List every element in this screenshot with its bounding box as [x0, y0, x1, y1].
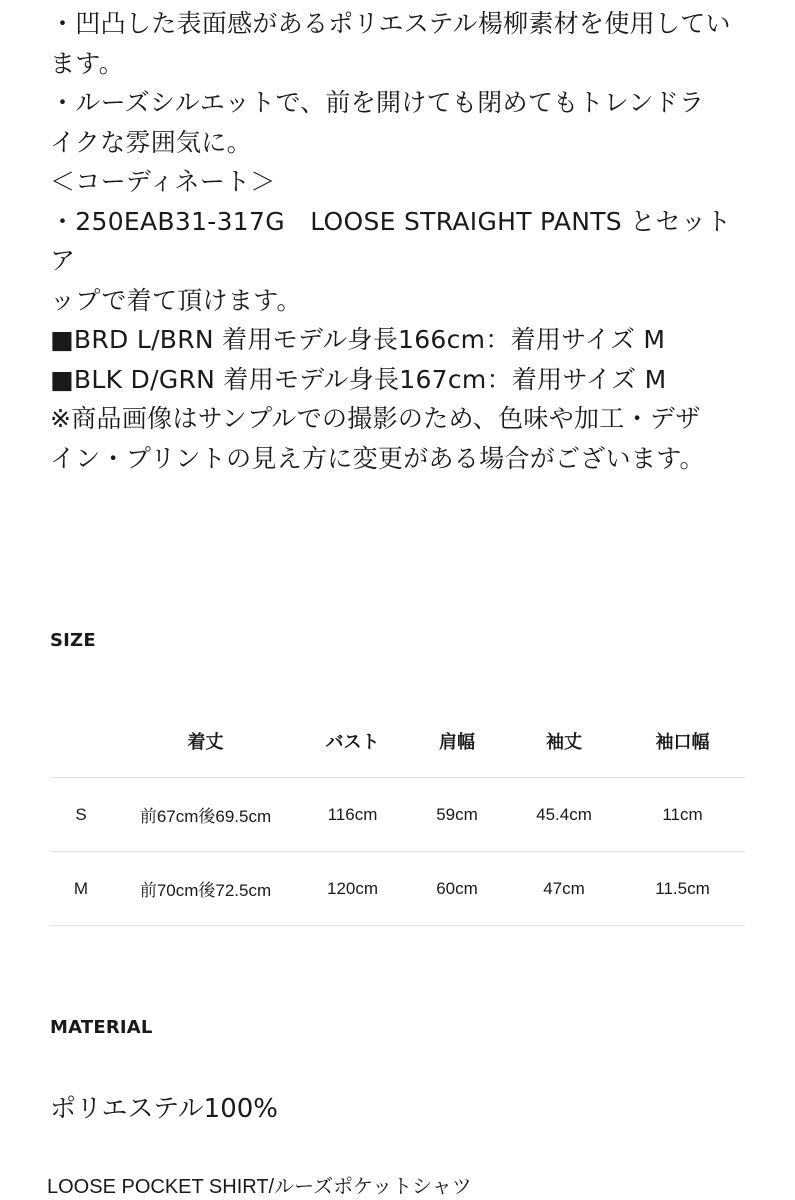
- description-line: ＜コーディネート＞: [50, 167, 276, 196]
- size-table-header-row: [50, 705, 745, 778]
- size-table: [50, 705, 745, 926]
- description-line: ップで着て頂けます。: [50, 285, 302, 315]
- size-cell: 11cm: [620, 778, 745, 852]
- description-line: イクな雰囲気に。: [50, 127, 252, 157]
- description-line: ■BLK D/GRN 着用モデル身長167cm：着用サイズ M: [50, 364, 667, 394]
- size-cell: 前67cm後69.5cm: [112, 778, 299, 852]
- size-cell: M: [50, 852, 112, 926]
- size-header-sleeve: 袖丈: [508, 705, 620, 778]
- description-line: ※商品画像はサンプルでの撮影のため、色味や加工・デザ: [50, 404, 701, 433]
- size-section-title: SIZE: [50, 630, 96, 651]
- size-cell: 45.4cm: [508, 778, 620, 852]
- description-line: ・ルーズシルエットで、前を開けても閉めてもトレンドラ: [50, 88, 705, 117]
- table-row: [50, 852, 745, 926]
- description-line: ・250EAB31-317G LOOSE STRAIGHT PANTS とセットア: [50, 206, 732, 275]
- size-cell: 60cm: [406, 852, 508, 926]
- size-cell: S: [50, 778, 112, 852]
- size-cell: 59cm: [406, 778, 508, 852]
- size-header-bust: バスト: [299, 705, 406, 778]
- size-header-label: [50, 705, 112, 778]
- size-header-cuff: 袖口幅: [620, 705, 745, 778]
- description-line: ます。: [50, 48, 124, 78]
- size-cell: 116cm: [299, 778, 406, 852]
- size-header-length: 着丈: [112, 705, 299, 778]
- table-row: [50, 778, 745, 852]
- size-cell: 120cm: [299, 852, 406, 926]
- size-cell: 11.5cm: [620, 852, 745, 926]
- material-section-title: MATERIAL: [50, 1017, 153, 1038]
- material-value: ポリエステル100%: [50, 1094, 278, 1124]
- product-description: [50, 4, 750, 478]
- description-line: イン・プリントの見え方に変更がある場合がございます。: [50, 443, 705, 473]
- size-cell: 前70cm後72.5cm: [112, 852, 299, 926]
- description-line: ■BRD L/BRN 着用モデル身長166cm：着用サイズ M: [50, 325, 666, 354]
- product-name: LOOSE POCKET SHIRT/ルーズポケットシャツ: [47, 1176, 472, 1198]
- size-cell: 47cm: [508, 852, 620, 926]
- description-line: ・凹凸した表面感があるポリエステル楊柳素材を使用してい: [50, 9, 731, 38]
- size-header-shoulder: 肩幅: [406, 705, 508, 778]
